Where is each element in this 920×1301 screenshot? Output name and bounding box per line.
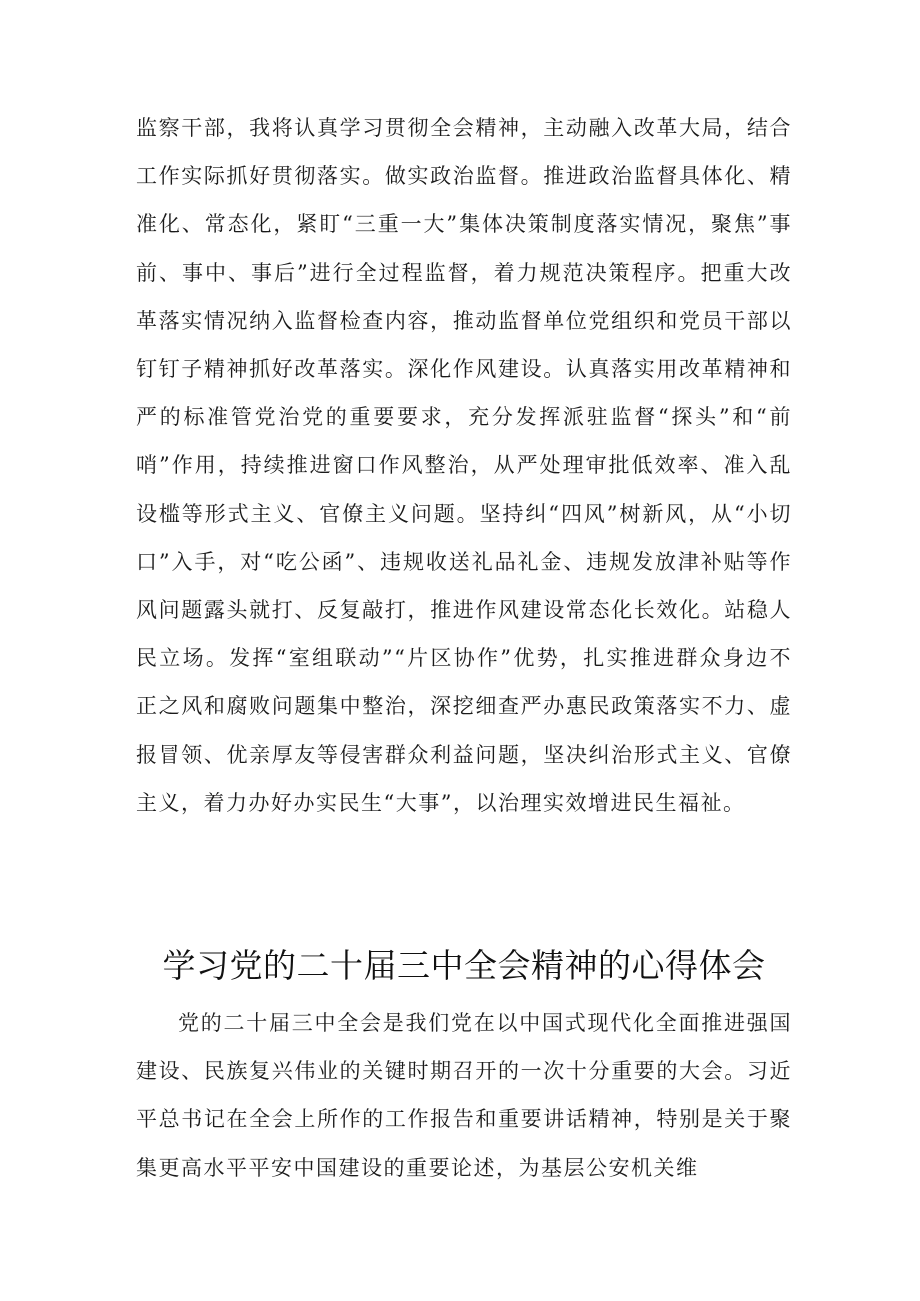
body-paragraph-1: 监察干部，我将认真学习贯彻全会精神，主动融入改革大局，结合工作实际抓好贯彻落实。做实政治监督。推进政治监督具体化、精准化、常态化，紧盯“三重一大”集体决策制度落实情况，聚焦”事前、事中、事后”进行全过程监督，着力规范决策程序。把重大改革落实情况纳入监督检查内容，推动监督单位党组织和党员干部以钉钉子精神抓好改革落实。深化作风建设。认真落实用改革精神和严的标准管党治党的重要要求，充分发挥派驻监督“探头”和“前哨”作用，持续推进窗口作风整治，从严处理审批低效率、准入乱设槛等形式主义、官僚主义问题。坚持纠“四风”树新风，从“小切口”入手，对“吃公函”、违规收送礼品礼金、违规发放津补贴等作风问题露头就打、反复敲打，推进作风建设常态化长效化。站稳人民立场。发挥“室组联动”“片区协作”优势，扎实推进群众身边不正之风和腐败问题集中整治，深挖细查严办惠民政策落实不力、虚报冒领、优亲厚友等侵害群众利益问题，坚决纠治形式主义、官僚主义，着力办好办实民生“大事”，以治理实效增进民生福祉。 <box>136 116 792 815</box>
document-body <box>136 104 792 874</box>
section-title: 学习党的二十届三中全会精神的心得体会 <box>162 946 766 985</box>
body-paragraph-2: 党的二十届三中全会是我们党在以中国式现代化全面推进强国建设、民族复兴伟业的关键时期召开的一次十分重要的大会。习近平总书记在全会上所作的工作报告和重要讲话精神，特别是关于聚集更高水平平安中国建设的重要论述，为基层公安机关维 <box>136 1011 792 1180</box>
